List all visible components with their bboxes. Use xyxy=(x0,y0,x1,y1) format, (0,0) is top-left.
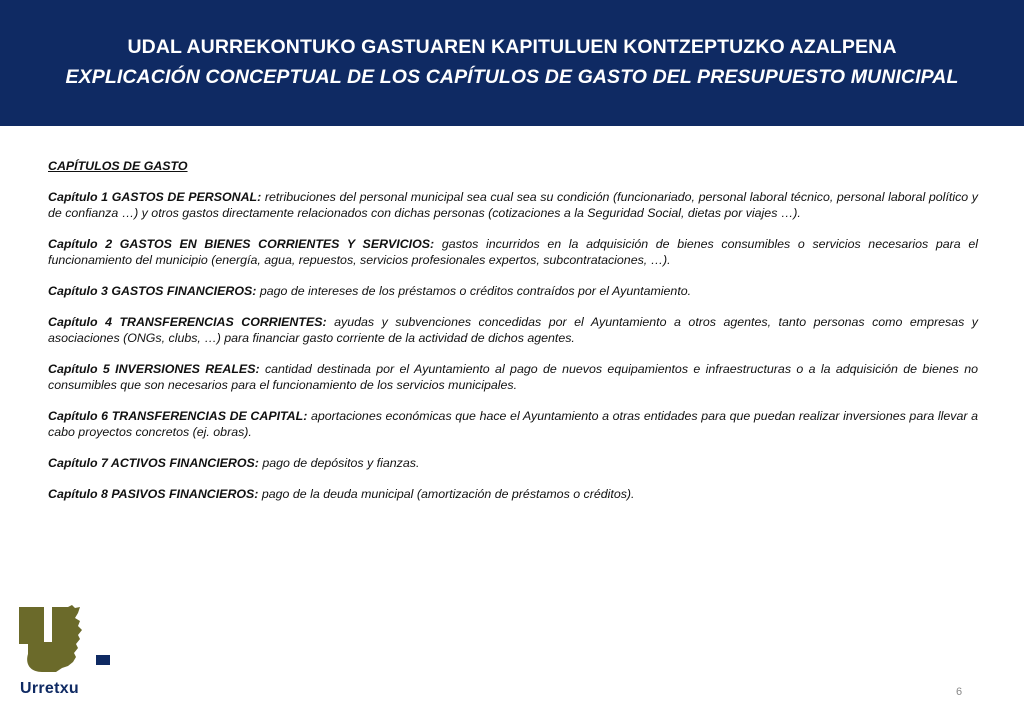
chapter-text: aportaciones económicas que hace el Ayuntamiento a otras entidades para que puedan realizar inversiones para llevar a cabo proyectos concretos (ej. obras). xyxy=(48,409,978,439)
chapter-label: Capítulo 6 TRANSFERENCIAS DE CAPITAL: xyxy=(48,409,308,423)
chapter-8 xyxy=(48,486,978,502)
chapter-label: Capítulo 7 ACTIVOS FINANCIEROS: xyxy=(48,456,259,470)
logo-wordmark: Urretxu xyxy=(20,680,80,697)
chapter-2 xyxy=(48,236,978,268)
chapter-text: cantidad destinada por el Ayuntamiento al pago de nuevos equipamientos e infraestructuras o a la adquisición de bienes no consumibles que son necesarios para el funcionamiento de los servicios municipales. xyxy=(48,362,978,392)
chapter-label: Capítulo 3 GASTOS FINANCIEROS: xyxy=(48,284,257,298)
chapter-label: Capítulo 5 INVERSIONES REALES: xyxy=(48,362,260,376)
title-basque: UDAL AURREKONTUKO GASTUAREN KAPITULUEN KONTZEPTUZKO AZALPENA xyxy=(127,36,897,58)
chapter-1 xyxy=(48,189,978,221)
chapter-4 xyxy=(48,314,978,346)
chapter-5 xyxy=(48,361,978,393)
urretxu-logo-icon xyxy=(18,604,118,674)
section-title: CAPÍTULOS DE GASTO xyxy=(48,159,188,173)
chapter-text: gastos incurridos en la adquisición de bienes consumibles o servicios necesarios para el funcionamiento del municipio (energía, agua, repuestos, servicios profesionales expertos, subcontrataciones, …). xyxy=(48,237,978,267)
chapter-label: Capítulo 2 GASTOS EN BIENES CORRIENTES Y SERVICIOS: xyxy=(48,237,435,251)
main-content xyxy=(48,158,978,517)
page-number: 6 xyxy=(956,686,963,698)
chapter-text: ayudas y subvenciones concedidas por el Ayuntamiento a otros agentes, tanto personas como empresas y asociaciones (ONGs, clubs, …) para financiar gasto corriente de la actividad de dichos agentes. xyxy=(48,315,978,345)
chapter-7 xyxy=(48,455,978,471)
chapter-label: Capítulo 8 PASIVOS FINANCIEROS: xyxy=(48,487,259,501)
chapter-text: pago de la deuda municipal (amortización de préstamos o créditos). xyxy=(258,487,635,501)
chapter-text: pago de intereses de los préstamos o créditos contraídos por el Ayuntamiento. xyxy=(256,284,692,298)
title-spanish: EXPLICACIÓN CONCEPTUAL DE LOS CAPÍTULOS DE GASTO DEL PRESUPUESTO MUNICIPAL xyxy=(65,66,959,88)
chapter-label: Capítulo 1 GASTOS DE PERSONAL: xyxy=(48,190,262,204)
urretxu-logo xyxy=(18,604,118,700)
chapter-6 xyxy=(48,408,978,440)
chapter-text: pago de depósitos y fianzas. xyxy=(258,456,420,470)
header-banner xyxy=(0,0,1024,126)
chapter-text: retribuciones del personal municipal sea cual sea su condición (funcionariado, personal laboral técnico, personal laboral político y de confianza …) y otros gastos directamente relacionados con dichas personas (cotizaciones a la Seguridad Social, dietas por viajes …). xyxy=(48,190,978,220)
chapter-3 xyxy=(48,283,978,299)
chapter-label: Capítulo 4 TRANSFERENCIAS CORRIENTES: xyxy=(48,315,327,329)
